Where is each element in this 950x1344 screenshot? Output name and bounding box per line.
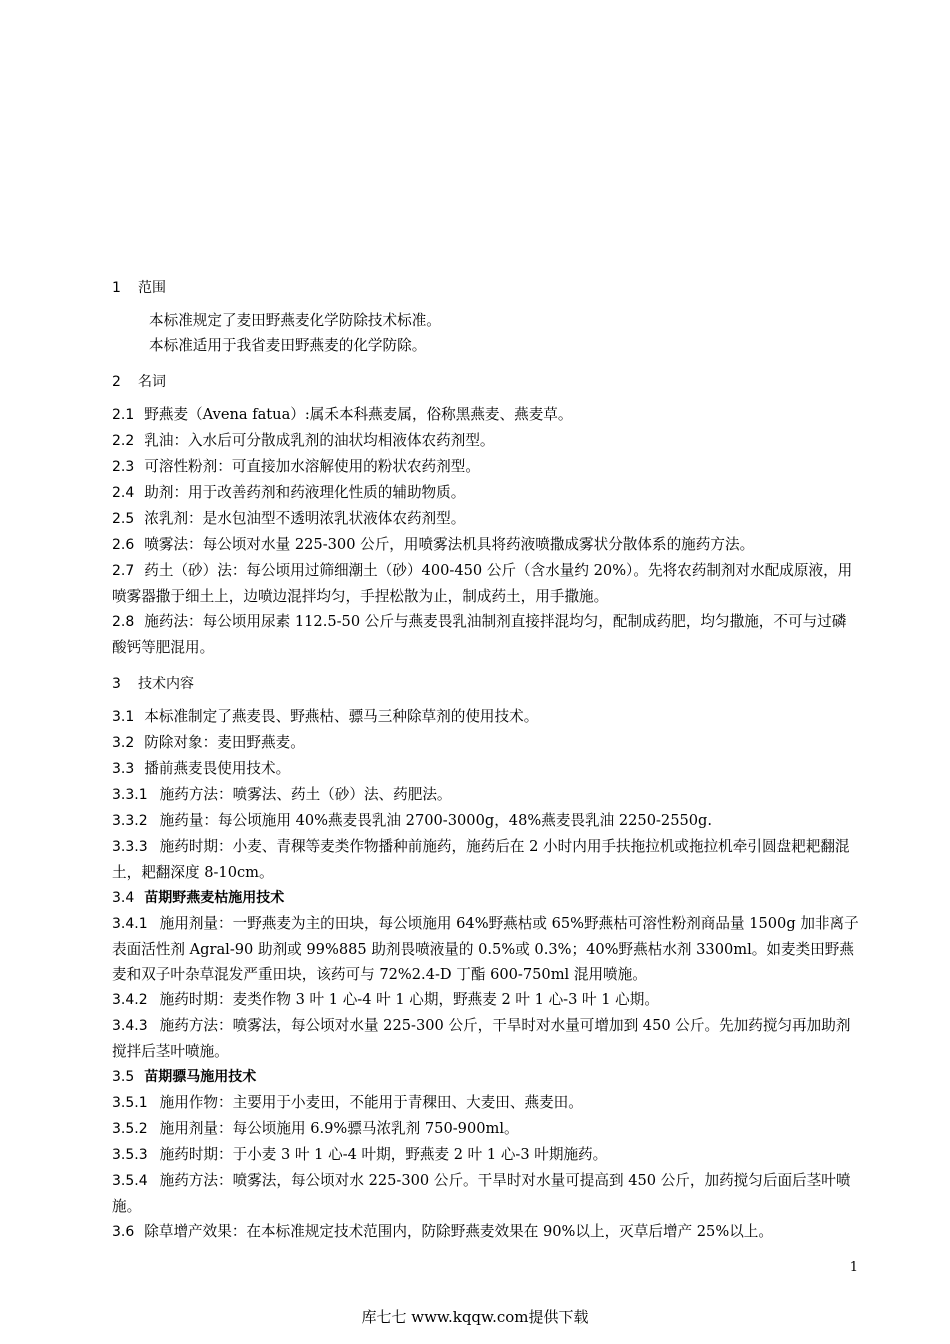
clause-item	[112, 756, 860, 782]
clause-number: 3.6	[112, 1224, 135, 1240]
clause-text: 施药时期：麦类作物 3 叶 1 心-4 叶 1 心期，野燕麦 2 叶 1 心-3 叶 1 心期。	[159, 991, 659, 1008]
clause-number: 3.5.2	[112, 1121, 148, 1137]
clause-item	[112, 704, 860, 730]
footer-watermark: 库七七 www.kqqw.com提供下载	[361, 1308, 589, 1326]
clause-number: 3.5.3	[112, 1147, 148, 1163]
clause-text: 乳油：入水后可分散成乳剂的油状均相液体农药剂型。	[144, 432, 495, 449]
clause-number: 2.8	[112, 614, 135, 630]
clause-item	[112, 532, 860, 558]
clause-number: 3.2	[112, 735, 135, 751]
clause-number: 2.7	[112, 563, 135, 579]
document-body	[112, 276, 860, 1245]
clause-item	[112, 1116, 860, 1142]
clause-text: 施药方法：喷雾法，每公顷对水量 225-300 公斤，干旱时对水量可增加到 450 公斤。先加药搅匀再加助剂搅拌后茎叶喷施。	[112, 1017, 851, 1060]
section-heading	[112, 370, 860, 394]
clause-number: 3.3.1	[112, 787, 148, 803]
clause-item	[112, 558, 860, 609]
clause-item	[112, 1090, 860, 1116]
clause-number: 2.1	[112, 407, 135, 423]
clause-text: 苗期骠马施用技术	[144, 1069, 257, 1085]
section-number: 3	[112, 676, 121, 692]
clause-text: 本标准制定了燕麦畏、野燕枯、骠马三种除草剂的使用技术。	[144, 708, 539, 725]
clause-text: 助剂：用于改善药剂和药液理化性质的辅助物质。	[144, 484, 466, 501]
clause-item	[112, 506, 860, 532]
clause-item	[112, 987, 860, 1013]
clause-number: 2.4	[112, 485, 135, 501]
clause-text: 野燕麦（Avena fatua）:属禾本科燕麦属，俗称黑燕麦、燕麦草。	[144, 406, 573, 423]
paragraph: 本标准适用于我省麦田野燕麦的化学防除。	[149, 337, 427, 354]
clause-text: 喷雾法：每公顷对水量 225-300 公斤，用喷雾法机具将药液喷撒成雾状分散体系的施药方法。	[144, 536, 755, 553]
clause-number: 3.4	[112, 890, 135, 906]
clause-number: 2.5	[112, 511, 135, 527]
clause-number: 3.4.3	[112, 1018, 148, 1034]
clause-item	[112, 1168, 860, 1219]
clause-item	[112, 834, 860, 885]
clause-text: 苗期野燕麦枯施用技术	[144, 890, 285, 906]
subsection-heading	[112, 885, 860, 911]
section-number: 1	[112, 280, 121, 296]
clause-text: 施药方法：喷雾法，每公顷对水 225-300 公斤。干旱时对水量可提高到 450 公斤，加药搅匀后面后茎叶喷施。	[112, 1172, 851, 1215]
clause-item	[112, 911, 860, 987]
paragraph: 本标准规定了麦田野燕麦化学防除技术标准。	[149, 312, 441, 329]
clause-item	[112, 1142, 860, 1168]
clause-number: 3.4.1	[112, 916, 148, 932]
clause-item	[112, 454, 860, 480]
clause-text: 施药时期：小麦、青稞等麦类作物播种前施药，施药后在 2 小时内用手扶拖拉机或拖拉机牵引圆盘耙耙翻混土，耙翻深度 8-10cm。	[112, 838, 850, 881]
clause-text: 除草增产效果：在本标准规定技术范围内，防除野燕麦效果在 90%以上，灭草后增产 25%以上。	[144, 1223, 773, 1240]
section-heading	[112, 672, 860, 696]
clause-item	[112, 808, 860, 834]
section-title: 范围	[138, 280, 166, 296]
clause-number: 3.5.1	[112, 1095, 148, 1111]
section-heading	[112, 276, 860, 300]
clause-number: 3.3	[112, 761, 135, 777]
clause-text: 施用作物：主要用于小麦田，不能用于青稞田、大麦田、燕麦田。	[159, 1094, 583, 1111]
subsection-heading	[112, 1064, 860, 1090]
clause-item	[112, 1219, 860, 1245]
clause-number: 3.3.2	[112, 813, 148, 829]
clause-item	[112, 730, 860, 756]
page-number: 1	[849, 1260, 858, 1275]
clause-text: 可溶性粉剂：可直接加水溶解使用的粉状农药剂型。	[144, 458, 480, 475]
clause-text: 施用剂量：每公顷施用 6.9%骠马浓乳剂 750-900ml。	[159, 1120, 519, 1137]
clause-number: 2.2	[112, 433, 135, 449]
section-title: 名词	[138, 374, 166, 390]
clause-number: 3.3.3	[112, 839, 148, 855]
clause-item	[112, 1013, 860, 1064]
clause-item	[112, 782, 860, 808]
clause-text: 施药量：每公顷施用 40%燕麦畏乳油 2700-3000g，48%燕麦畏乳油 2250-2550g.	[159, 812, 713, 829]
clause-item	[112, 428, 860, 454]
clause-number: 3.4.2	[112, 992, 148, 1008]
section-title: 技术内容	[138, 676, 194, 692]
clause-number: 3.1	[112, 709, 135, 725]
clause-number: 3.5.4	[112, 1173, 148, 1189]
clause-text: 施用剂量：一野燕麦为主的田块，每公顷施用 64%野燕枯或 65%野燕枯可溶性粉剂商品量 1500g 加非离子表面活性剂 Agral-90 助剂或 99%885 助剂畏喷液量的 0.5%或 0.3%；40%野燕枯水剂 3300ml。如麦类田野燕麦和双子叶杂草混发严重田块，该药可与 72%2.4-D 丁酯 600-750ml 混用喷施。	[112, 915, 859, 983]
clause-number: 2.6	[112, 537, 135, 553]
clause-number: 3.5	[112, 1069, 135, 1085]
clause-text: 播前燕麦畏使用技术。	[144, 760, 291, 777]
section-number: 2	[112, 374, 121, 390]
clause-text: 施药时期：于小麦 3 叶 1 心-4 叶期，野燕麦 2 叶 1 心-3 叶期施药。	[159, 1146, 608, 1163]
clause-text: 施药法：每公顷用尿素 112.5-50 公斤与燕麦畏乳油制剂直接拌混均匀，配制成药肥，均匀撒施，不可与过磷酸钙等肥混用。	[112, 613, 847, 656]
clause-item	[112, 480, 860, 506]
clause-text: 药土（砂）法：每公顷用过筛细潮土（砂）400-450 公斤（含水量约 20%）。先将农药制剂对水配成原液，用喷雾器撒于细土上，边喷边混拌均匀，手捏松散为止，制成药土，用手撒施。	[112, 562, 853, 605]
clause-text: 施药方法：喷雾法、药土（砂）法、药肥法。	[159, 786, 452, 803]
clause-item	[112, 609, 860, 660]
clause-text: 浓乳剂：是水包油型不透明浓乳状液体农药剂型。	[144, 510, 466, 527]
clause-text: 防除对象：麦田野燕麦。	[144, 734, 305, 751]
clause-number: 2.3	[112, 459, 135, 475]
clause-item	[112, 402, 860, 428]
